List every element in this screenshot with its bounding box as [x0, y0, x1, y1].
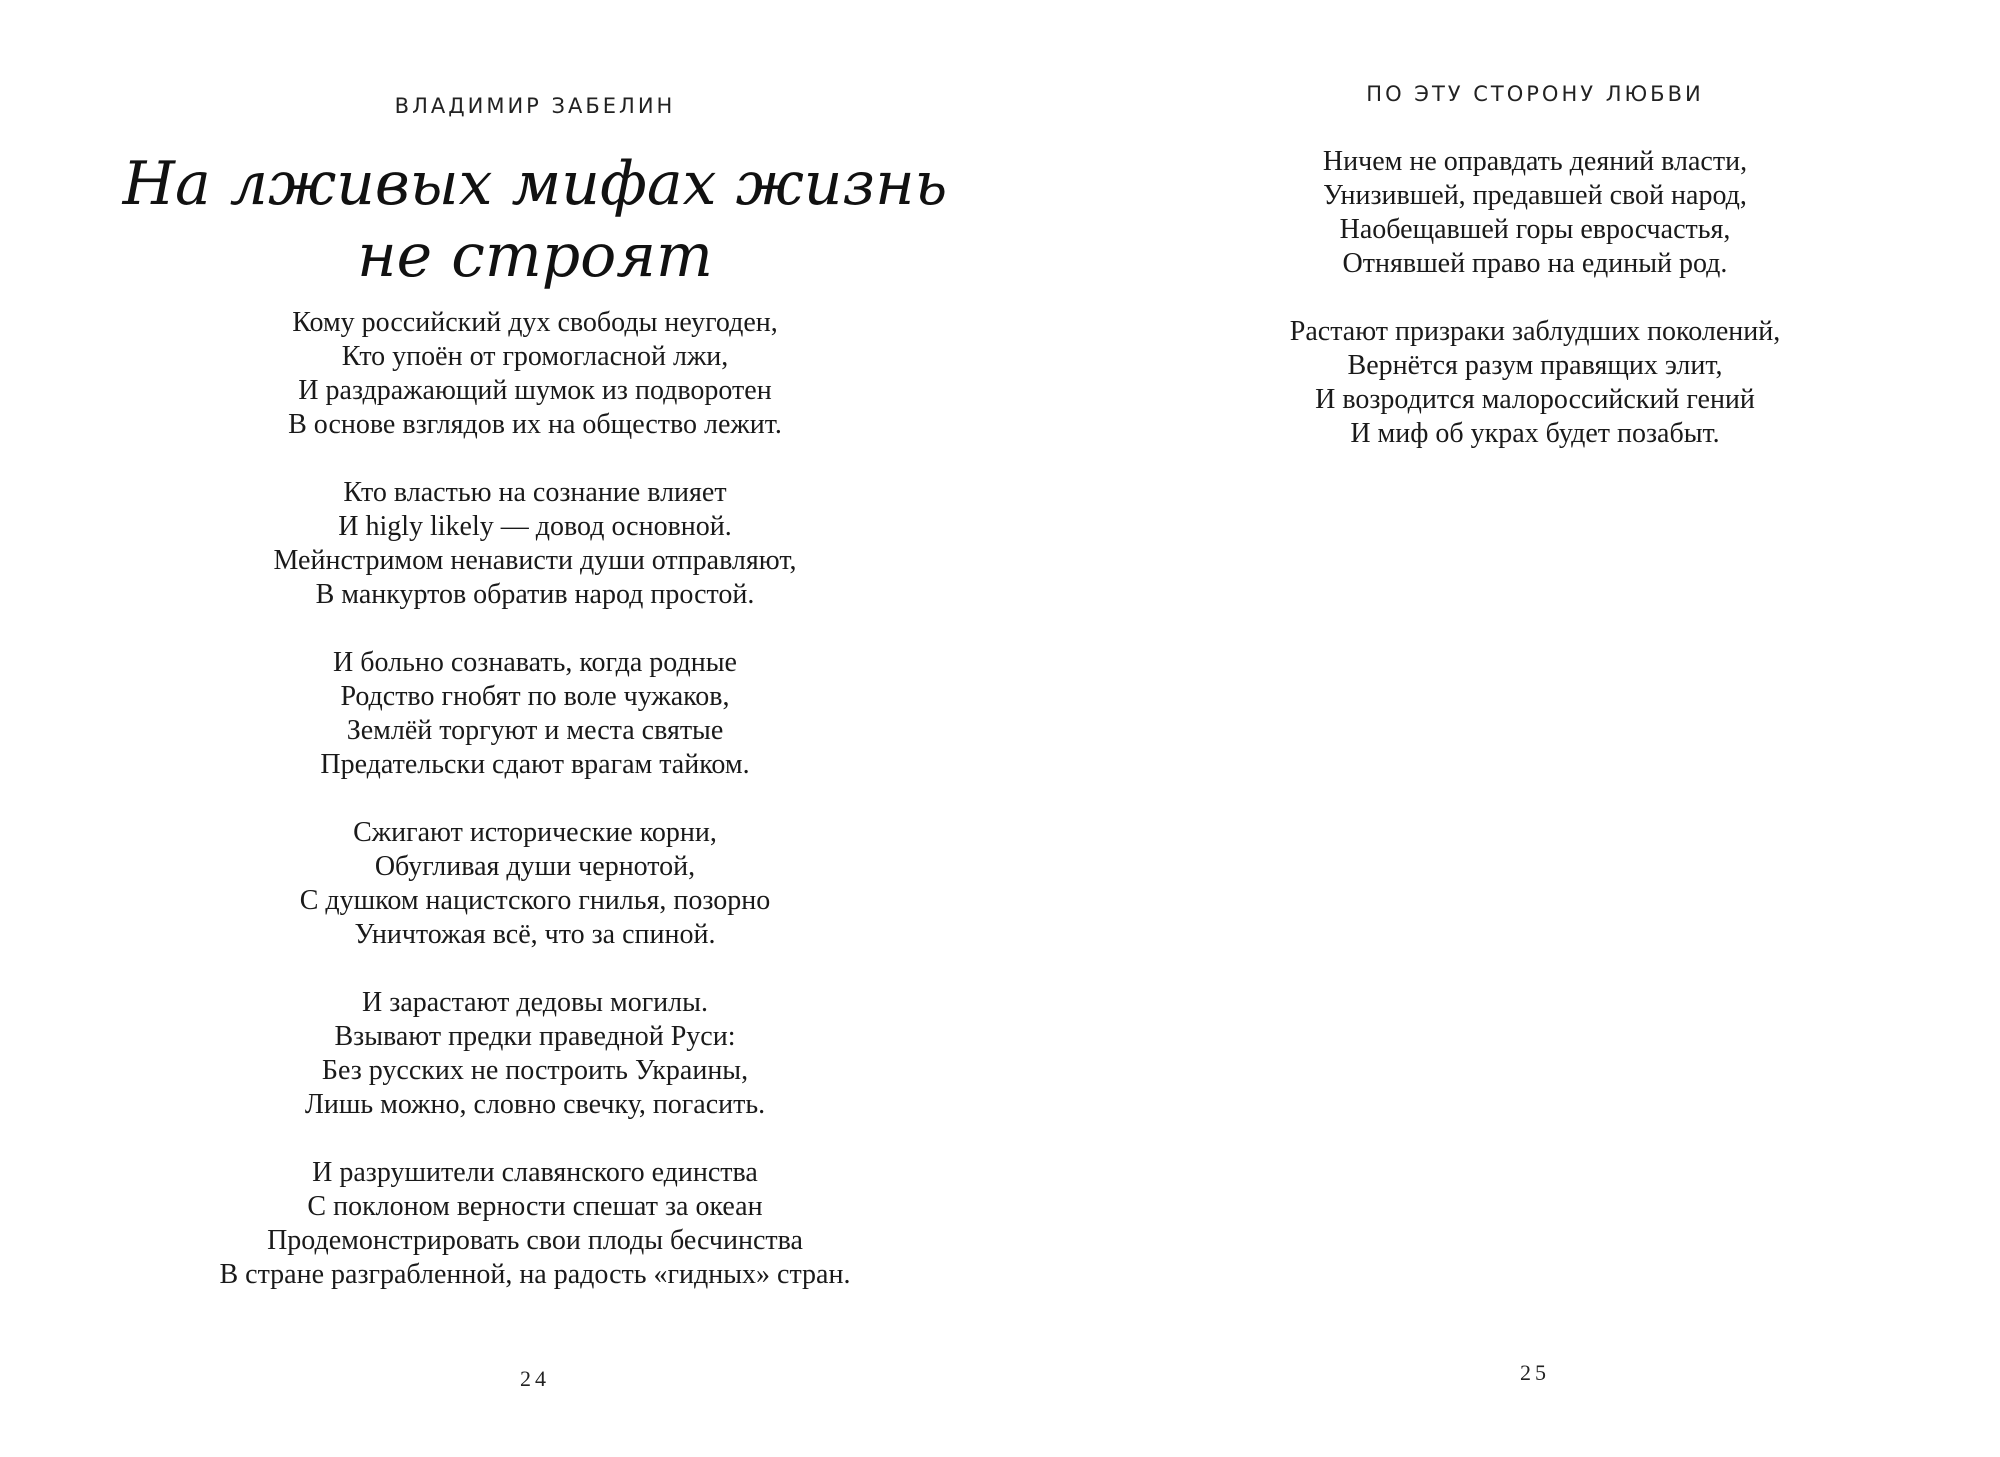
- verse-line: И разрушители славянского единства: [312, 1157, 758, 1188]
- verse-line: В основе взглядов их на общество лежит.: [288, 409, 782, 440]
- stanza: [0, 986, 1070, 1122]
- stanza: [0, 646, 1070, 782]
- stanza: [0, 476, 1070, 612]
- verse-line: И раздражающий шумок из подворотен: [298, 375, 772, 406]
- poem-title-line: На лживых мифах жизнь: [122, 149, 948, 219]
- verse-line: Без русских не построить Украины,: [321, 1055, 749, 1086]
- verse-line: Унизившей, предавшей свой народ,: [1323, 180, 1747, 211]
- verse-line: С поклоном верности спешат за океан: [307, 1191, 763, 1222]
- stanza: [0, 1156, 1070, 1292]
- verse-line: Кто властью на сознание влияет: [343, 477, 727, 508]
- verse-line: Взывают предки праведной Руси:: [334, 1021, 736, 1052]
- verse-line: И миф об украх будет позабыт.: [1350, 418, 1720, 449]
- verse-line: Землёй торгуют и места святые: [346, 715, 724, 746]
- verse-line: И зарастают дедовы могилы.: [362, 987, 708, 1018]
- poem-body: [0, 306, 1070, 1292]
- stanza: [1190, 315, 1880, 451]
- verse-line: Кто упоён от громогласной лжи,: [341, 341, 729, 372]
- running-head-book-title: ПО ЭТУ СТОРОНУ ЛЮБВИ: [1366, 82, 1704, 106]
- verse-line: С душком нацистского гнилья, позорно: [299, 885, 771, 916]
- verse-line: Обугливая души чернотой,: [374, 851, 696, 882]
- verse-line: Предательски сдают врагам тайком.: [320, 749, 750, 780]
- verse-line: Мейнстримом ненависти души отправляют,: [273, 545, 797, 576]
- verse-line: В манкуртов обратив народ простой.: [315, 579, 755, 610]
- verse-line: И возродится малороссийский гений: [1315, 384, 1755, 415]
- verse-line: Кому российский дух свободы неугоден,: [292, 307, 778, 338]
- stanza: [0, 816, 1070, 952]
- page-number: 24: [520, 1366, 550, 1391]
- verse-line: Растают призраки заблудших поколений,: [1289, 316, 1781, 347]
- verse-line: Лишь можно, словно свечку, погасить.: [304, 1089, 766, 1120]
- verse-line: Отнявшей право на единый род.: [1342, 248, 1728, 279]
- verse-line: Вернётся разум правящих элит,: [1347, 350, 1723, 381]
- page-number: 25: [1520, 1360, 1550, 1385]
- verse-line: И higly likely — довод основной.: [338, 511, 732, 542]
- verse-line: Продемонстрировать свои плоды бесчинства: [267, 1225, 803, 1256]
- stanza: [1190, 145, 1880, 281]
- verse-line: Сжигают исторические корни,: [353, 817, 717, 848]
- right-page: [1190, 0, 1880, 1457]
- verse-line: Родство гнобят по воле чужаков,: [340, 681, 730, 712]
- verse-line: Наобещавшей горы евросчастья,: [1339, 214, 1731, 245]
- poem-title-line: не строят: [357, 221, 713, 291]
- running-head-author: ВЛАДИМИР ЗАБЕЛИН: [394, 94, 676, 118]
- verse-line: Ничем не оправдать деяний власти,: [1322, 146, 1748, 177]
- verse-line: И больно сознавать, когда родные: [333, 647, 737, 678]
- verse-line: Уничтожая всё, что за спиной.: [354, 919, 716, 950]
- poem-body: [1190, 145, 1880, 451]
- poem-title: [0, 148, 1070, 292]
- stanza: [0, 306, 1070, 442]
- verse-line: В стране разграбленной, на радость «гидных» стран.: [219, 1259, 851, 1290]
